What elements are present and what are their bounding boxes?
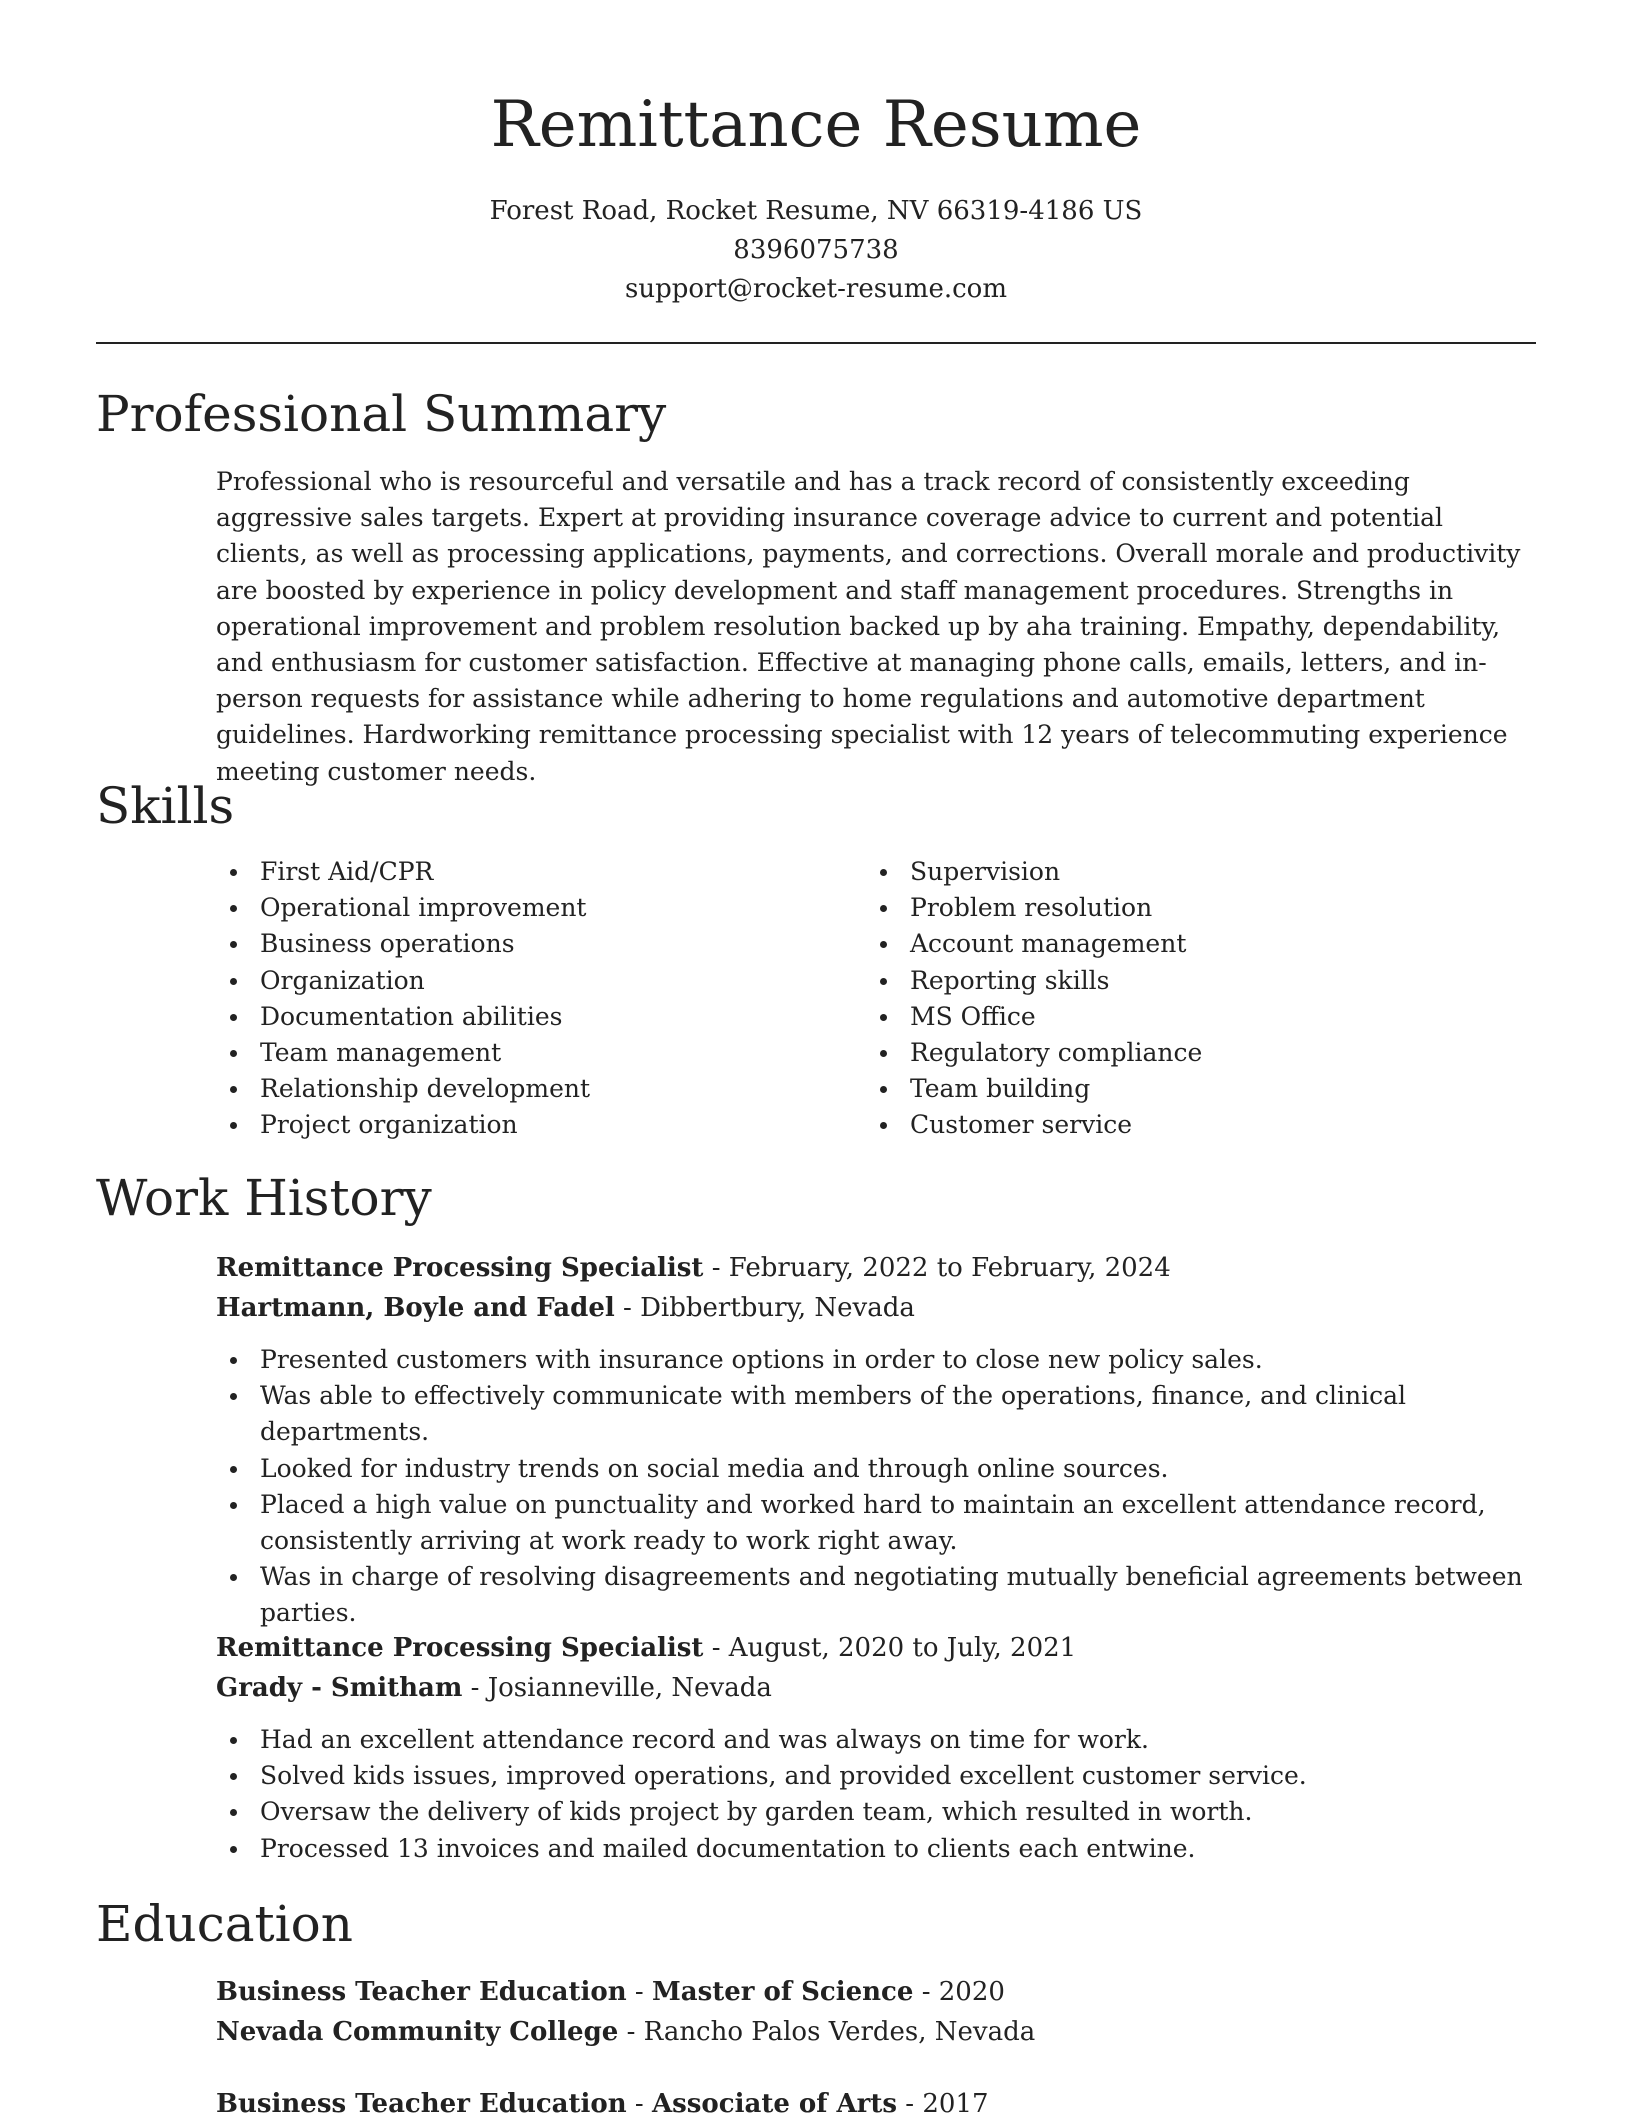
separator: - [618,2017,644,2047]
list-item: Placed a high value on punctuality and worked hard to maintain an excellent attendance record, consistently arriving at work ready to work right away. [260,1487,1536,1559]
separator: - [614,1293,641,1323]
skill-item: Account management [910,926,1202,962]
list-item: Oversaw the delivery of kids project by garden team, which resulted in worth. [260,1794,1536,1830]
list-item: Was able to effectively communicate with members of the operations, finance, and clinical departments. [260,1378,1536,1450]
job-company: Grady - Smitham [216,1673,463,1703]
contact-phone: 8396075738 [733,235,899,265]
resume-header [0,80,1632,309]
education-entry [216,1972,1536,2052]
degree-year: 2020 [938,1977,1005,2007]
list-item: Solved kids issues, improved operations, and provided excellent customer service. [260,1758,1536,1794]
job-entry [216,1628,1536,1867]
degree-line [216,2084,1536,2124]
separator: - [897,2089,923,2119]
job-role: Remittance Processing Specialist [216,1253,704,1283]
degree-type: Associate of Arts [651,2089,898,2119]
summary-heading: Professional Summary [96,385,667,443]
work-history-heading: Work History [96,1169,432,1227]
school-line [216,2012,1536,2052]
skill-item: Relationship development [260,1071,590,1107]
job-company-line [216,1668,1536,1708]
skill-item: Regulatory compliance [910,1035,1202,1071]
list-item: Looked for industry trends on social media and through online sources. [260,1451,1536,1487]
skill-item: Supervision [910,854,1202,890]
list-item: Had an excellent attendance record and was always on time for work. [260,1722,1536,1758]
summary-text: Professional who is resourceful and versatile and has a track record of consistently exceeding aggressive sales targets. Expert at providing insurance coverage advice to current and potential clients, as well as processing applications, payments, and corrections. Overall morale and productivity are boosted by experience in policy development and staff management procedures. Strengths in operational improvement and problem resolution backed up by aha training. Empathy, dependability, and enthusiasm for customer satisfaction. Effective at managing phone calls, emails, letters, and in-person requests for assistance while adhering to home regulations and automotive department guidelines. Hardworking remittance processing specialist with 12 years of telecommuting experience meeting customer needs. [216,467,1521,786]
skill-item: Operational improvement [260,890,590,926]
job-location: Josianneville, Nevada [487,1673,772,1703]
job-company: Hartmann, Boyle and Fadel [216,1293,615,1323]
job-duties [216,1342,1536,1632]
job-role: Remittance Processing Specialist [216,1633,704,1663]
skills-column-left [216,854,590,1144]
skill-item: Team management [260,1035,590,1071]
degree-field: Business Teacher Education [216,2089,627,2119]
list-item: Was in charge of resolving disagreements and negotiating mutually beneficial agreements between parties. [260,1559,1536,1631]
resume-name: Remittance Resume [490,88,1142,162]
skill-item: Reporting skills [910,963,1202,999]
job-entry [216,1248,1536,1632]
degree-field: Business Teacher Education [216,1977,627,2007]
list-item: Presented customers with insurance options in order to close new policy sales. [260,1342,1536,1378]
skill-item: Project organization [260,1107,590,1143]
skill-item: MS Office [910,999,1202,1035]
job-title-line [216,1628,1536,1668]
skill-item: Team building [910,1071,1202,1107]
job-dates: February, 2022 to February, 2024 [728,1253,1171,1283]
contact-address: Forest Road, Rocket Resume, NV 66319-4186 US [489,196,1143,226]
education-entry [216,2084,1536,2124]
list-item: Processed 13 invoices and mailed documentation to clients each entwine. [260,1831,1536,1867]
degree-line [216,1972,1536,2012]
degree-type: Master of Science [651,1977,914,2007]
separator: - [462,1673,488,1703]
job-dates: August, 2020 to July, 2021 [728,1633,1077,1663]
separator: - [703,1633,729,1663]
separator: - [913,1977,939,2007]
skill-item: Documentation abilities [260,999,590,1035]
education-heading: Education [96,1895,353,1953]
skill-item: Organization [260,963,590,999]
skill-item: First Aid/CPR [260,854,590,890]
school-name: Nevada Community College [216,2017,619,2047]
skill-item: Problem resolution [910,890,1202,926]
job-location: Dibbertbury, Nevada [640,1293,915,1323]
job-company-line [216,1288,1536,1328]
separator: - [626,2089,652,2119]
skill-item: Business operations [260,926,590,962]
school-location: Rancho Palos Verdes, Nevada [643,2017,1036,2047]
header-divider [96,342,1536,344]
skill-item: Customer service [910,1107,1202,1143]
job-title-line [216,1248,1536,1288]
skills-column-right [866,854,1202,1144]
contact-email: support@rocket-resume.com [624,274,1007,304]
separator: - [626,1977,652,2007]
degree-year: 2017 [922,2089,989,2119]
skills-heading: Skills [96,777,235,835]
separator: - [703,1253,729,1283]
job-duties [216,1722,1536,1867]
